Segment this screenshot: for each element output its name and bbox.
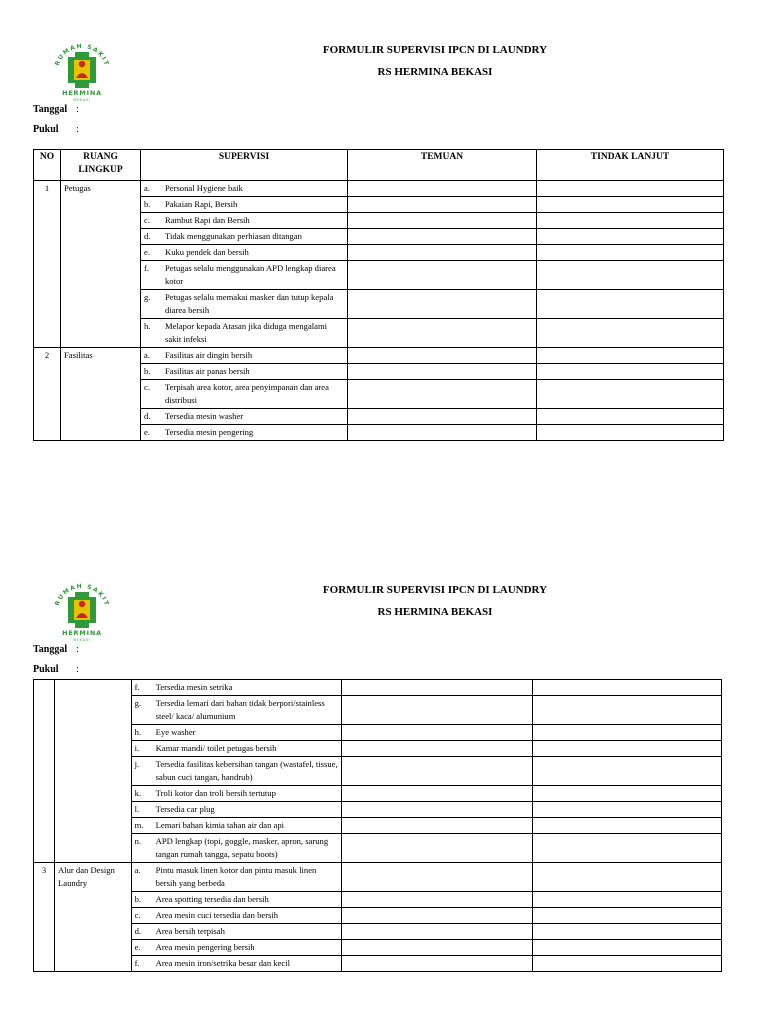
table-row	[34, 834, 722, 863]
supervisi-cell	[141, 229, 348, 245]
tindak-lanjut-cell[interactable]	[532, 757, 721, 786]
item-letter: m.	[134, 820, 144, 830]
item-text: Tersedia mesin setrika	[155, 682, 233, 692]
temuan-cell[interactable]	[348, 290, 537, 319]
supervisi-cell	[141, 319, 348, 348]
item-letter: f.	[134, 682, 140, 692]
item-text: Melapor kepada Atasan jika diduga mengalami sakit infeksi	[165, 321, 328, 344]
table-row	[34, 181, 724, 197]
temuan-cell[interactable]	[348, 409, 537, 425]
ruang-lingkup-cell: Alur dan Design Laundry	[55, 863, 132, 972]
tindak-lanjut-cell[interactable]	[532, 818, 721, 834]
item-text: Kuku pendek dan bersih	[165, 247, 249, 257]
tindak-lanjut-cell[interactable]	[532, 786, 721, 802]
item-letter: c.	[144, 215, 150, 225]
table-row	[34, 956, 722, 972]
supervision-table-continued	[33, 679, 722, 972]
item-letter: c.	[144, 382, 150, 392]
tindak-lanjut-cell[interactable]	[532, 892, 721, 908]
supervisi-cell	[131, 696, 341, 725]
col-header-no: NO	[34, 150, 61, 181]
tanggal-field: Tanggal :	[33, 104, 79, 115]
svg-text:RUMAH SAKIT: RUMAH SAKIT	[53, 42, 111, 68]
supervisi-cell	[131, 818, 341, 834]
item-text: Personal Hygiene baik	[165, 183, 243, 193]
tindak-lanjut-cell[interactable]	[537, 319, 724, 348]
supervisi-cell	[131, 834, 341, 863]
item-letter: b.	[144, 366, 151, 376]
item-text: Troli kotor dan troli bersih tertutup	[155, 788, 276, 798]
item-text: Lemari bahan kimia tahan air dan api	[155, 820, 285, 830]
tindak-lanjut-cell[interactable]	[537, 229, 724, 245]
svg-text:BEKASI: BEKASI	[73, 638, 91, 642]
tindak-lanjut-cell[interactable]	[537, 245, 724, 261]
item-letter: d.	[144, 411, 151, 421]
pukul-field: Pukul :	[33, 664, 79, 675]
supervisi-cell	[141, 348, 348, 364]
item-text: Tersedia fasilitas kebersihan tangan (wastafel, tissue, sabun cuci tangan, handrub)	[155, 759, 338, 782]
table-row	[34, 757, 722, 786]
col-header-ruang: RUANG LINGKUP	[61, 150, 141, 181]
tindak-lanjut-cell[interactable]	[532, 908, 721, 924]
table-row	[34, 680, 722, 696]
row-number: 3	[34, 863, 55, 972]
temuan-cell[interactable]	[341, 940, 532, 956]
supervisi-cell	[131, 741, 341, 757]
item-letter: f.	[144, 263, 150, 273]
form-title: FORMULIR SUPERVISI IPCN DI LAUNDRY	[322, 44, 548, 56]
item-letter: i.	[134, 743, 140, 753]
tindak-lanjut-cell[interactable]	[537, 364, 724, 380]
tindak-lanjut-cell[interactable]	[532, 696, 721, 725]
item-text: Area mesin pengering bersih	[155, 942, 255, 952]
tindak-lanjut-cell[interactable]	[532, 834, 721, 863]
supervisi-cell	[141, 245, 348, 261]
tindak-lanjut-cell[interactable]	[537, 290, 724, 319]
item-text: Pintu masuk linen kotor dan pintu masuk linen bersih yang berbeda	[155, 865, 317, 888]
supervisi-cell	[131, 802, 341, 818]
supervisi-cell	[141, 364, 348, 380]
tindak-lanjut-cell[interactable]	[532, 725, 721, 741]
temuan-cell[interactable]	[341, 802, 532, 818]
table-body	[34, 680, 722, 972]
table-row	[34, 924, 722, 940]
temuan-cell[interactable]	[348, 261, 537, 290]
temuan-cell[interactable]	[341, 680, 532, 696]
temuan-cell[interactable]	[348, 319, 537, 348]
temuan-cell[interactable]	[348, 380, 537, 409]
pukul-field: Pukul :	[33, 124, 79, 135]
item-letter: n.	[134, 836, 142, 846]
item-letter: h.	[144, 321, 151, 331]
table-row	[34, 741, 722, 757]
temuan-cell[interactable]	[341, 834, 532, 863]
table-body	[34, 181, 724, 441]
tindak-lanjut-cell[interactable]	[532, 680, 721, 696]
row-number: 2	[34, 348, 61, 441]
supervisi-cell	[131, 786, 341, 802]
tindak-lanjut-cell[interactable]	[537, 197, 724, 213]
item-text: Rambut Rapi dan Bersih	[165, 215, 250, 225]
svg-text:RUMAH SAKIT: RUMAH SAKIT	[53, 582, 111, 608]
tindak-lanjut-cell[interactable]	[532, 940, 721, 956]
tindak-lanjut-cell[interactable]	[532, 863, 721, 892]
tindak-lanjut-cell[interactable]	[537, 181, 724, 197]
item-letter: j.	[134, 759, 140, 769]
item-text: Fasilitas air dingin bersih	[165, 350, 253, 360]
item-text: Tersedia mesin pengering	[165, 427, 254, 437]
table-row	[34, 696, 722, 725]
tindak-lanjut-cell[interactable]	[537, 213, 724, 229]
ruang-lingkup-cell: Fasilitas	[61, 348, 141, 441]
col-header-supervisi: SUPERVISI	[141, 150, 348, 181]
table-row	[34, 940, 722, 956]
item-letter: a.	[134, 865, 141, 875]
ruang-lingkup-cell: Petugas	[61, 181, 141, 348]
temuan-cell[interactable]	[341, 741, 532, 757]
item-text: Petugas selalu memakai masker dan tutup kepala diarea bersih	[165, 292, 334, 315]
tindak-lanjut-cell[interactable]	[537, 409, 724, 425]
supervisi-cell	[141, 409, 348, 425]
supervisi-cell	[141, 290, 348, 319]
tindak-lanjut-cell[interactable]	[537, 348, 724, 364]
temuan-cell[interactable]	[348, 245, 537, 261]
table-row	[34, 908, 722, 924]
supervisi-cell	[131, 924, 341, 940]
supervision-table	[33, 149, 724, 441]
supervisi-cell	[131, 725, 341, 741]
item-letter: a.	[144, 183, 150, 193]
item-text: Petugas selalu menggunakan APD lengkap diarea kotor	[165, 263, 336, 286]
form-subtitle: RS HERMINA BEKASI	[377, 606, 493, 618]
table-row	[34, 786, 722, 802]
supervisi-cell	[131, 863, 341, 892]
svg-text:BEKASI: BEKASI	[73, 98, 91, 102]
temuan-cell[interactable]	[348, 181, 537, 197]
item-letter: e.	[134, 942, 141, 952]
item-text: Tersedia lemari dari bahan tidak berpori/stainless steel/ kaca/ alumunium	[155, 698, 325, 721]
supervisi-cell	[141, 261, 348, 290]
item-text: Terpisah area kotor, area penyimpanan dan area distribusi	[165, 382, 329, 405]
temuan-cell[interactable]	[348, 229, 537, 245]
row-number: 1	[34, 181, 61, 348]
row-number	[34, 680, 55, 863]
item-letter: f.	[134, 958, 140, 968]
temuan-cell[interactable]	[341, 924, 532, 940]
supervisi-cell	[131, 956, 341, 972]
tindak-lanjut-cell[interactable]	[532, 741, 721, 757]
item-letter: e.	[144, 427, 150, 437]
table-row	[34, 725, 722, 741]
item-letter: g.	[134, 698, 142, 708]
temuan-cell[interactable]	[341, 863, 532, 892]
table-row	[34, 892, 722, 908]
temuan-cell[interactable]	[348, 364, 537, 380]
tindak-lanjut-cell[interactable]	[532, 802, 721, 818]
item-letter: e.	[144, 247, 150, 257]
svg-text:HERMINA: HERMINA	[62, 89, 102, 97]
item-letter: k.	[134, 788, 142, 798]
supervisi-cell	[131, 940, 341, 956]
table-row	[34, 802, 722, 818]
temuan-cell[interactable]	[341, 818, 532, 834]
temuan-cell[interactable]	[341, 908, 532, 924]
svg-text:HERMINA: HERMINA	[62, 629, 102, 637]
item-letter: a.	[144, 350, 150, 360]
supervisi-cell	[141, 213, 348, 229]
temuan-cell[interactable]	[348, 425, 537, 441]
supervisi-cell	[141, 380, 348, 409]
tindak-lanjut-cell[interactable]	[532, 924, 721, 940]
item-letter: d.	[144, 231, 151, 241]
item-text: Area mesin cuci tersedia dan bersih	[155, 910, 279, 920]
item-text: Kamar mandi/ toilet petugas bersih	[155, 743, 277, 753]
item-text: Eye washer	[155, 727, 196, 737]
supervisi-cell	[141, 197, 348, 213]
item-text: Tidak menggunakan perhiasan ditangan	[165, 231, 302, 241]
temuan-cell[interactable]	[348, 213, 537, 229]
item-text: APD lengkap (topi, goggle, masker, apron, sarung tangan rumah tangga, sepatu boots)	[155, 836, 329, 859]
col-header-temuan: TEMUAN	[348, 150, 537, 181]
item-text: Tersedia mesin washer	[165, 411, 244, 421]
temuan-cell[interactable]	[341, 725, 532, 741]
item-letter: l.	[134, 804, 140, 814]
supervisi-cell	[131, 680, 341, 696]
col-header-tindak-lanjut: TINDAK LANJUT	[537, 150, 724, 181]
item-text: Area bersih terpisah	[155, 926, 225, 936]
item-text: Tersedia car plug	[155, 804, 215, 814]
item-letter: b.	[144, 199, 151, 209]
tindak-lanjut-cell[interactable]	[537, 425, 724, 441]
supervisi-cell	[131, 908, 341, 924]
form-page-2	[0, 540, 768, 1024]
item-letter: h.	[134, 727, 142, 737]
form-title: FORMULIR SUPERVISI IPCN DI LAUNDRY	[322, 584, 548, 596]
item-letter: c.	[134, 910, 141, 920]
item-text: Area mesin iron/setrika besar dan kecil	[155, 958, 291, 968]
table-row	[34, 348, 724, 364]
supervisi-cell	[131, 757, 341, 786]
item-letter: b.	[134, 894, 142, 904]
tanggal-field: Tanggal :	[33, 644, 79, 655]
item-text: Area spotting tersedia dan bersih	[155, 894, 269, 904]
item-text: Pakaian Rapi, Bersih	[165, 199, 238, 209]
tindak-lanjut-cell[interactable]	[537, 380, 724, 409]
temuan-cell[interactable]	[341, 892, 532, 908]
table-row	[34, 818, 722, 834]
supervisi-cell	[131, 892, 341, 908]
tindak-lanjut-cell[interactable]	[537, 261, 724, 290]
table-row	[34, 863, 722, 892]
temuan-cell[interactable]	[341, 956, 532, 972]
item-letter: d.	[134, 926, 142, 936]
supervisi-cell	[141, 425, 348, 441]
temuan-cell[interactable]	[341, 757, 532, 786]
item-text: Fasilitas air panas bersih	[165, 366, 250, 376]
temuan-cell[interactable]	[348, 197, 537, 213]
temuan-cell[interactable]	[348, 348, 537, 364]
temuan-cell[interactable]	[341, 696, 532, 725]
form-subtitle: RS HERMINA BEKASI	[377, 66, 493, 78]
supervisi-cell	[141, 181, 348, 197]
tindak-lanjut-cell[interactable]	[532, 956, 721, 972]
item-letter: g.	[144, 292, 151, 302]
temuan-cell[interactable]	[341, 786, 532, 802]
ruang-lingkup-cell	[55, 680, 132, 863]
